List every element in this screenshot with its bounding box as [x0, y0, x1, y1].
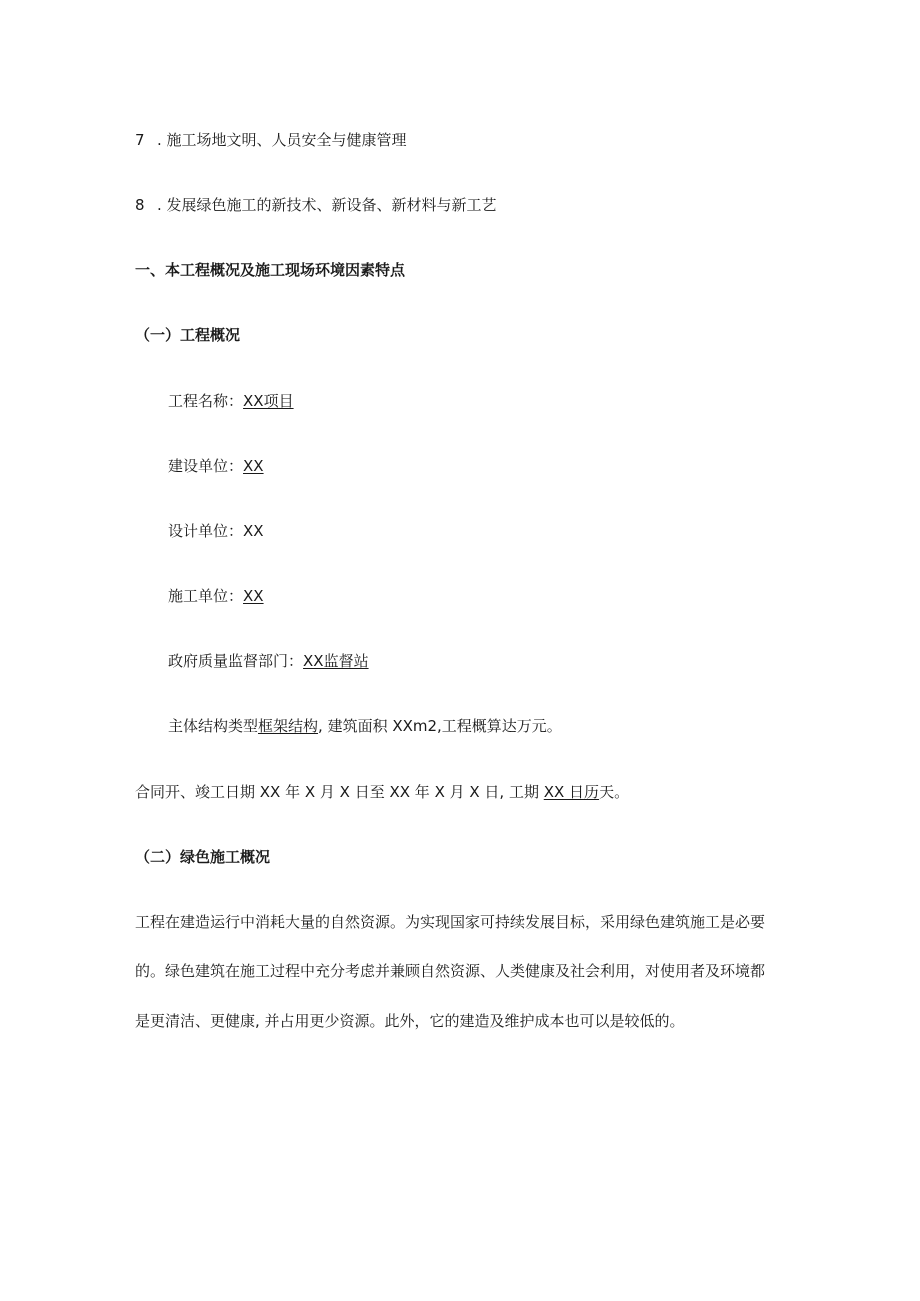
contract-period-line: [135, 782, 629, 802]
list-text: . 发展绿色施工的新技术、新设备、新材料与新工艺: [157, 196, 497, 214]
structure-prefix: 主体结构类型: [168, 717, 259, 735]
subsection-heading-project: （一）工程概况: [135, 326, 241, 344]
green-paragraph-line-2: 的。绿色建筑在施工过程中充分考虑并兼顾自然资源、人类健康及社会利用，对使用者及环境都: [135, 962, 766, 980]
subsection-heading-green: （二）绿色施工概况: [135, 848, 271, 866]
structure-suffix: , 建筑面积 XXm2,工程概算达万元。: [318, 717, 562, 735]
list-text: . 施工场地文明、人员安全与健康管理: [157, 131, 407, 149]
structure-line: [168, 716, 562, 736]
supervision-line: [168, 651, 369, 671]
client-value: XX: [243, 457, 264, 475]
contract-value: XX 日历: [543, 783, 600, 801]
designer-label: 设计单位：: [168, 522, 244, 540]
section-heading-overview: 一、本工程概况及施工现场环境因素特点: [135, 261, 406, 279]
list-number: 8: [135, 196, 145, 214]
contract-prefix: 合同开、竣工日期 XX 年 X 月 X 日至 XX 年 X 月 X 日, 工期: [135, 783, 544, 801]
client-label: 建设单位：: [168, 457, 244, 475]
structure-value: 框架结构: [258, 717, 319, 735]
supervision-label: 政府质量监督部门：: [168, 652, 304, 670]
designer-line: [168, 521, 264, 541]
contractor-label: 施工单位：: [168, 587, 244, 605]
list-number: 7: [135, 131, 145, 149]
contractor-value: XX: [243, 587, 264, 605]
project-name-value: XX项目: [243, 392, 294, 410]
list-item-8: [135, 195, 497, 215]
client-line: [168, 456, 264, 476]
contract-suffix: 天。: [599, 783, 630, 801]
project-name-label: 工程名称：: [168, 392, 244, 410]
green-paragraph-line-3: 是更清洁、更健康, 并占用更少资源。此外，它的建造及维护成本也可以是较低的。: [135, 1012, 685, 1030]
green-paragraph-line-1: 工程在建造运行中消耗大量的自然资源。为实现国家可持续发展目标，采用绿色建筑施工是必要: [135, 913, 766, 931]
designer-value: XX: [243, 522, 264, 540]
supervision-value: XX监督站: [303, 652, 369, 670]
contractor-line: [168, 586, 264, 606]
project-name-line: [168, 391, 294, 411]
list-item-7: [135, 130, 407, 150]
